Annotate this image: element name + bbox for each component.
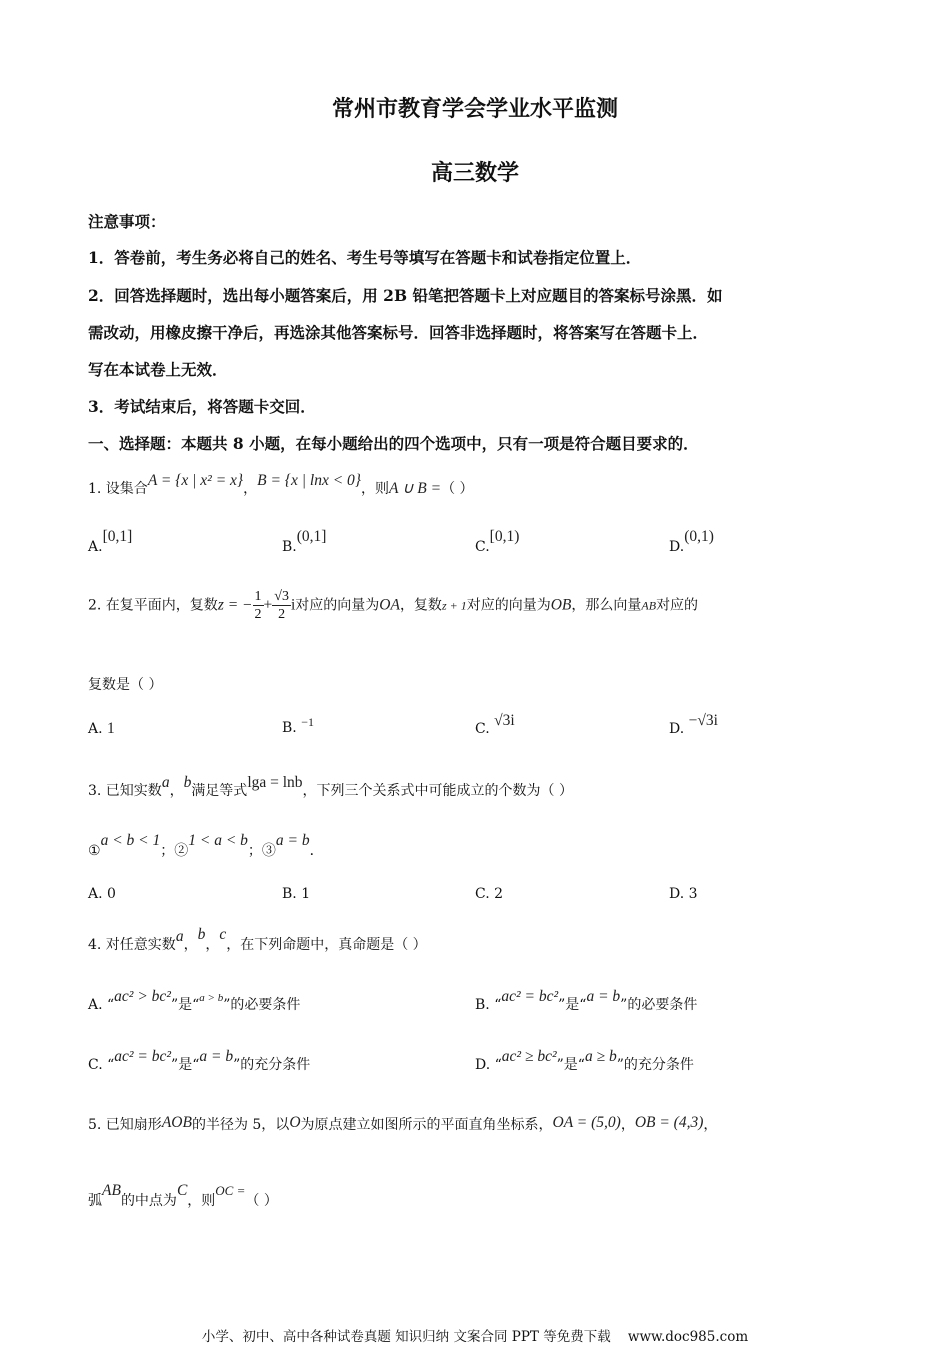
option-end: ”的必要条件 <box>620 997 698 1013</box>
q5-comma: ， <box>620 1117 635 1133</box>
q4-suffix: ，在下列命题中，真命题是（ ） <box>226 937 427 953</box>
option-expr-2: a = b <box>586 988 621 1005</box>
question-2 <box>88 588 698 623</box>
section-heading: 一、选择题：本题共 8 小题，在每小题给出的四个选项中，只有一项是符合题目要求的． <box>88 434 699 453</box>
q2-text-3: 对应的向量为 <box>466 597 551 614</box>
q2-text-1: 对应的向量为 <box>295 597 380 614</box>
q3-sep-2: ；③ <box>247 843 276 859</box>
q5-vector-ob: OB = (4,3) <box>634 1114 704 1131</box>
option-label: A. <box>88 886 103 902</box>
frac-den: 2 <box>254 607 262 622</box>
option-expr-2: a = b <box>199 1048 234 1065</box>
q2-vector-ab: AB <box>641 598 657 613</box>
q1-option-a[interactable] <box>88 528 133 556</box>
q3-option-a[interactable] <box>88 886 116 902</box>
option-value: [0,1) <box>489 528 520 545</box>
q5-sector: AOB <box>161 1114 192 1131</box>
question-3 <box>88 774 573 800</box>
option-end: ”的充分条件 <box>616 1057 694 1073</box>
option-label: C. <box>475 886 490 902</box>
q5-midpoint-text: 的中点为 <box>120 1193 177 1209</box>
q5-arc-ab: AB <box>102 1182 121 1199</box>
option-label: D. “ <box>475 1057 502 1073</box>
q5-origin: O <box>289 1114 301 1131</box>
q1-paren: （ ） <box>441 481 474 497</box>
q2-option-a[interactable] <box>88 720 115 738</box>
question-4 <box>88 926 427 954</box>
option-value: 1 <box>301 886 311 902</box>
option-label: A. <box>88 539 103 555</box>
q3-sep-1: ；② <box>160 843 189 859</box>
q2-prefix: 2. 在复平面内，复数 <box>88 597 218 614</box>
q3-option-c[interactable] <box>475 886 503 902</box>
q3-end: ． <box>309 843 324 859</box>
option-value: (0,1) <box>684 528 714 545</box>
option-mid: ”是“ <box>171 1057 200 1073</box>
option-value: 3 <box>688 886 698 902</box>
q5-vector-oc: OC = <box>215 1183 246 1198</box>
notice-heading: 注意事项： <box>88 212 166 231</box>
q3-var-a: a <box>161 774 170 791</box>
option-label: A. “ <box>88 997 115 1013</box>
q3-text-1: 满足等式 <box>191 783 248 799</box>
q4-option-c[interactable] <box>88 1048 311 1074</box>
frac-den: 2 <box>278 607 286 622</box>
option-value: 1 <box>107 720 115 737</box>
q3-equation: lga = lnb <box>247 774 303 791</box>
q4-var-a: a <box>175 928 184 945</box>
option-value: (0,1] <box>296 528 327 545</box>
q2-line-2: 复数是（ ） <box>88 677 163 693</box>
q5-then: ，则 <box>187 1193 216 1209</box>
option-expr-1: ac² ≥ bc² <box>501 1048 557 1065</box>
q5-text-1: 的半径为 5，以 <box>191 1117 290 1133</box>
notice-item-2-line-3: 写在本试卷上无效． <box>88 360 228 379</box>
q5-prefix: 5. 已知扇形 <box>88 1117 162 1133</box>
q2-fraction-2 <box>272 588 291 623</box>
notice-item-2-line-1: 2．回答选择题时，选出每小题答案后，用 2B 铅笔把答题卡上对应题目的答案标号涂黑．如 <box>88 286 723 305</box>
q5-end: ， <box>703 1117 718 1133</box>
notice-item-2-line-2: 需改动，用橡皮擦干净后，再选涂其他答案标号．回答非选择题时，将答案写在答题卡上． <box>88 323 709 342</box>
notice-item-3: 3．考试结束后，将答题卡交回． <box>88 397 316 416</box>
option-expr-2: a > b <box>199 992 224 1004</box>
q1-set-b: B = {x | lnx < 0} <box>257 472 361 489</box>
page-footer <box>0 1325 950 1345</box>
q1-expr: A ∪ B = <box>389 480 442 497</box>
option-label: D. <box>669 539 685 555</box>
q1-comma: ， <box>243 481 258 497</box>
option-mid: ”是“ <box>558 997 587 1013</box>
q3-conditions <box>88 832 324 860</box>
page-subtitle: 高三数学 <box>430 160 519 186</box>
q2-text-4: ，那么向量 <box>571 597 642 614</box>
option-value: 2 <box>494 886 504 902</box>
q5-arc-label: 弧 <box>88 1193 102 1209</box>
q3-var-b: b <box>183 774 192 791</box>
q5-line-2 <box>88 1182 278 1210</box>
option-value: −√3i <box>688 712 718 729</box>
q5-paren: （ ） <box>245 1193 278 1209</box>
option-label: C. “ <box>88 1057 115 1073</box>
q4-comma-1: ， <box>183 937 198 953</box>
q4-option-d[interactable] <box>475 1048 694 1074</box>
q4-var-c: c <box>219 926 227 943</box>
option-label: B. <box>282 886 297 902</box>
q2-i: i <box>290 596 296 614</box>
question-1 <box>88 472 474 498</box>
q1-prefix: 1. 设集合 <box>88 481 148 497</box>
option-value: √3i <box>494 712 515 729</box>
q2-text-2: ，复数 <box>399 597 442 614</box>
q2-option-c[interactable] <box>475 712 515 738</box>
q4-var-b: b <box>197 926 206 943</box>
q1-option-c[interactable] <box>475 528 520 556</box>
q4-option-a[interactable] <box>88 988 301 1014</box>
option-end: ”的必要条件 <box>223 997 301 1013</box>
q1-set-a: A = {x | x² = x} <box>147 472 244 489</box>
q5-vector-oa: OA = (5,0) <box>552 1114 621 1131</box>
option-label: B. “ <box>475 997 502 1013</box>
q4-comma-2: ， <box>205 937 220 953</box>
footer-url[interactable]: www.doc985.com <box>627 1329 749 1345</box>
option-mid: ”是“ <box>556 1057 585 1073</box>
option-label: C. <box>475 539 490 555</box>
q2-z-plus-1: z + 1 <box>441 598 467 613</box>
q3-option-d[interactable] <box>669 886 698 902</box>
q3-mark-1: ① <box>88 843 101 859</box>
q2-text-5: 对应的 <box>656 597 699 614</box>
option-label: C. <box>475 721 490 737</box>
option-expr-1: ac² = bc² <box>501 988 559 1005</box>
q3-condition-2: 1 < a < b <box>188 832 248 849</box>
q2-z-lhs: z = − <box>217 596 253 614</box>
q5-point-c: C <box>176 1182 188 1199</box>
option-label: D. <box>669 721 685 737</box>
q3-condition-1: a < b < 1 <box>100 832 161 849</box>
option-label: D. <box>669 886 685 902</box>
frac-num: √3 <box>274 589 289 604</box>
q3-option-b[interactable] <box>282 886 310 902</box>
q1-suffix: ，则 <box>361 481 389 497</box>
frac-num: 1 <box>254 589 262 604</box>
q2-fraction-1 <box>253 588 264 623</box>
q2-vector-ob: OB <box>550 596 572 614</box>
option-label: B. <box>282 720 297 736</box>
option-value: −1 <box>301 715 314 729</box>
q3-condition-3: a = b <box>275 832 310 849</box>
footer-text: 小学、初中、高中各种试卷真题 知识归纳 文案合同 PPT 等免费下载 <box>201 1329 611 1345</box>
q5-text-2: 为原点建立如图所示的平面直角坐标系， <box>300 1117 553 1133</box>
option-expr-2: a ≥ b <box>584 1048 617 1065</box>
q2-vector-oa: OA <box>379 596 400 614</box>
option-end: ”的充分条件 <box>233 1057 311 1073</box>
q1-option-b[interactable] <box>282 528 327 556</box>
option-value: 0 <box>107 886 116 902</box>
q1-option-d[interactable] <box>669 528 714 556</box>
option-expr-1: ac² = bc² <box>114 1048 172 1065</box>
option-expr-1: ac² > bc² <box>114 988 171 1005</box>
q3-prefix: 3. 已知实数 <box>88 783 162 799</box>
option-label: B. <box>282 539 297 555</box>
q2-option-d[interactable] <box>669 712 718 738</box>
q4-option-b[interactable] <box>475 988 698 1014</box>
option-mid: ”是“ <box>170 997 200 1013</box>
option-value: [0,1] <box>102 528 133 545</box>
notice-item-1: 1．答卷前，考生务必将自己的姓名、考生号等填写在答题卡和试卷指定位置上． <box>88 248 642 267</box>
q4-prefix: 4. 对任意实数 <box>88 937 176 953</box>
q3-comma: ， <box>169 783 184 799</box>
question-5 <box>88 1114 717 1134</box>
page-title: 常州市教育学会学业水平监测 <box>331 96 618 122</box>
q2-plus: + <box>263 596 273 614</box>
option-label: A. <box>88 721 103 737</box>
q3-text-2: ，下列三个关系式中可能成立的个数为（ ） <box>302 783 573 799</box>
q2-option-b[interactable] <box>282 715 314 736</box>
